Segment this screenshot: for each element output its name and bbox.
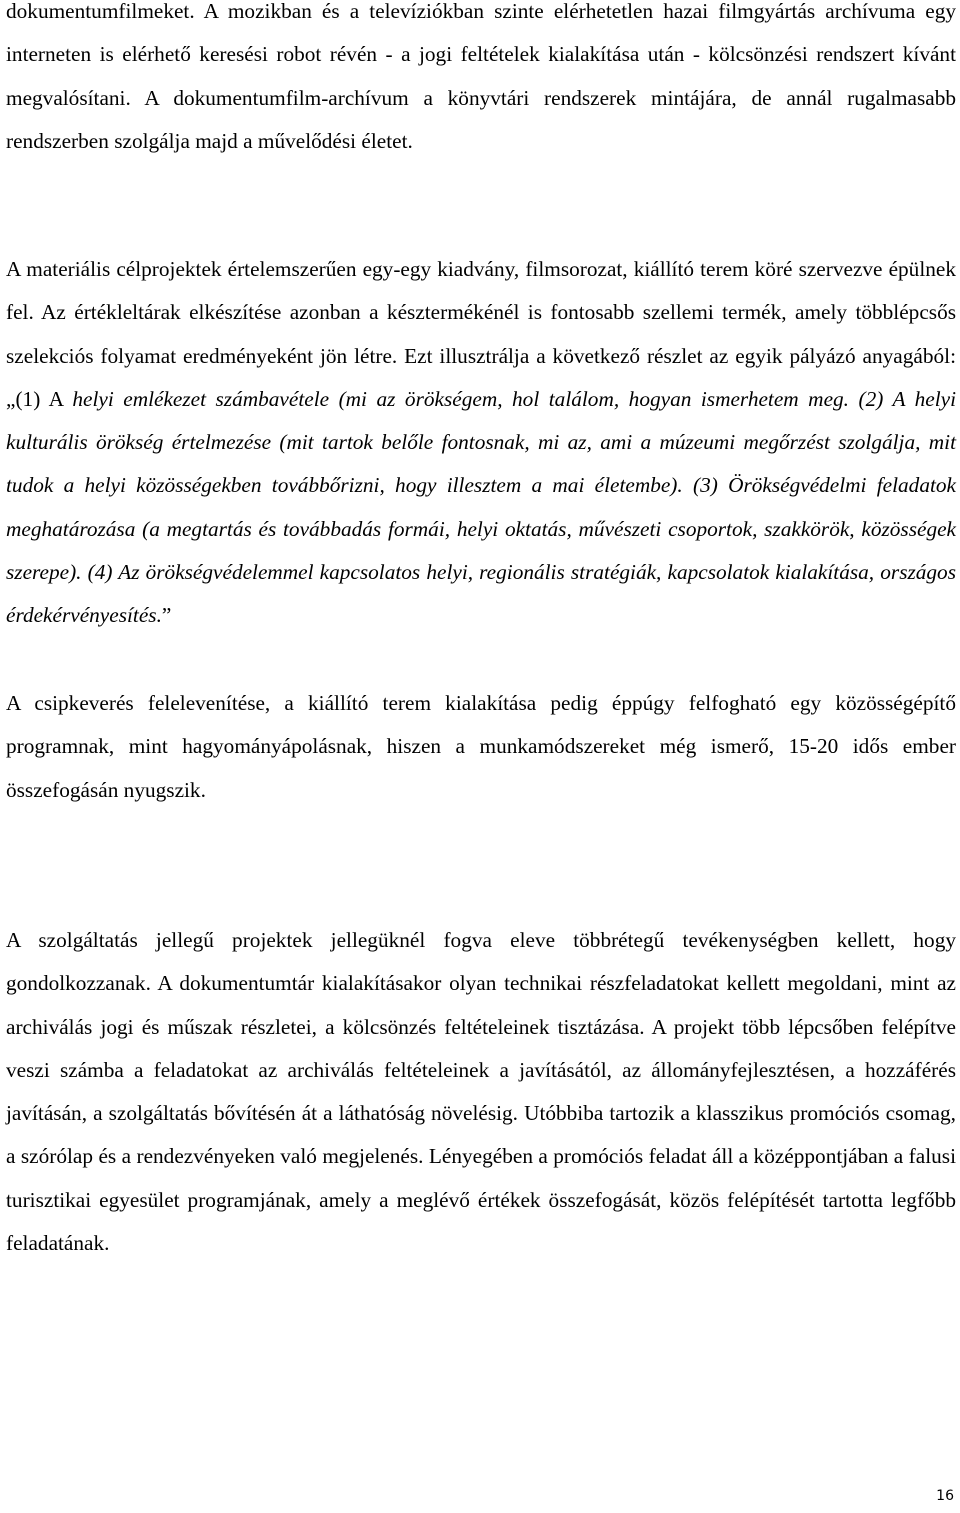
paragraph-2-text: A materiális célprojektek értelemszerűen egy-egy kiadvány, filmsorozat, kiállító terem köré szervezve épülnek fel. Az értékleltárak elkészítése azonban a késztermékénél is fontosabb szellemi termék, amely többlépcsős szelekciós folyamat eredményeként jön létre. Ezt illusztrálja a következő részlet az egyik pályázó anyagából: „(1) A xyxy=(6,257,956,411)
paragraph-4: A szolgáltatás jellegű projektek jellegüknél fogva eleve többrétegű tevékenységben kellett, hogy gondolkozzanak. A dokumentumtár kialakításakor olyan technikai részfeladatokat kellett megoldani, mint az archiválás jogi és műszak részletei, a kölcsönzés feltételeinek tisztázása. A projekt több lépcsőben felépítve veszi számba a feladatokat az archiválás feltételeinek a javításától, az állományfejlesztésen, a hozzáférés javításán, a szolgáltatás bővítésén át a láthatóság növelésig. Utóbbiba tartozik a klasszikus promóciós csomag, a szórólap és a rendezvényeken való megjelenés. Lényegében a promóciós feladat áll a középpontjában a falusi turisztikai egyesület programjának, amely a meglévő értékek összefogását, közös felépítését tartotta legfőbb feladatának. xyxy=(6,928,956,1256)
closing-quote-mark: ” xyxy=(161,603,172,628)
paragraph-3: A csipkeverés felelevenítése, a kiállító terem kialakítása pedig éppúgy felfogható egy közösségépítő programnak, mint hagyományápolásnak, hiszen a munkamódszereket még ismerő, 15-20 idős ember összefogásán nyugszik. xyxy=(6,691,956,802)
page-number: 16 xyxy=(936,1488,954,1504)
paragraph-2-italic-quote: helyi emlékezet számbavétele (mi az örökségem, hol találom, hogyan ismerhetem meg. (2) A helyi kulturális örökség értelmezése (mit tartok belőle fontosnak, mi az, ami a múzeumi megőrzést szolgálja, mit tudok a helyi közösségekben továbbőrizni, hogy illesztem a mai életembe). (3) Örökségvédelmi feladatok meghatározása (a megtartás és továbbadás formái, helyi oktatás, művészeti csoportok, szakkörök, közösségek szerepe). (4) Az örökségvédelemmel kapcsolatos helyi, regionális stratégiák, kapcsolatok kialakítása, országos érdekérvényesítés. xyxy=(6,386,956,628)
paragraph-1: dokumentumfilmeket. A mozikban és a televíziókban szinte elérhetetlen hazai filmgyártás archívuma egy interneten is elérhető keresési robot révén - a jogi feltételek kialakítása után - kölcsönzési rendszert kívánt megvalósítani. A dokumentumfilm-archívum a könyvtári rendszerek mintájára, de annál rugalmasabb rendszerben szolgálja majd a művelődési életet. xyxy=(6,0,956,153)
paragraph-2 xyxy=(6,248,956,638)
